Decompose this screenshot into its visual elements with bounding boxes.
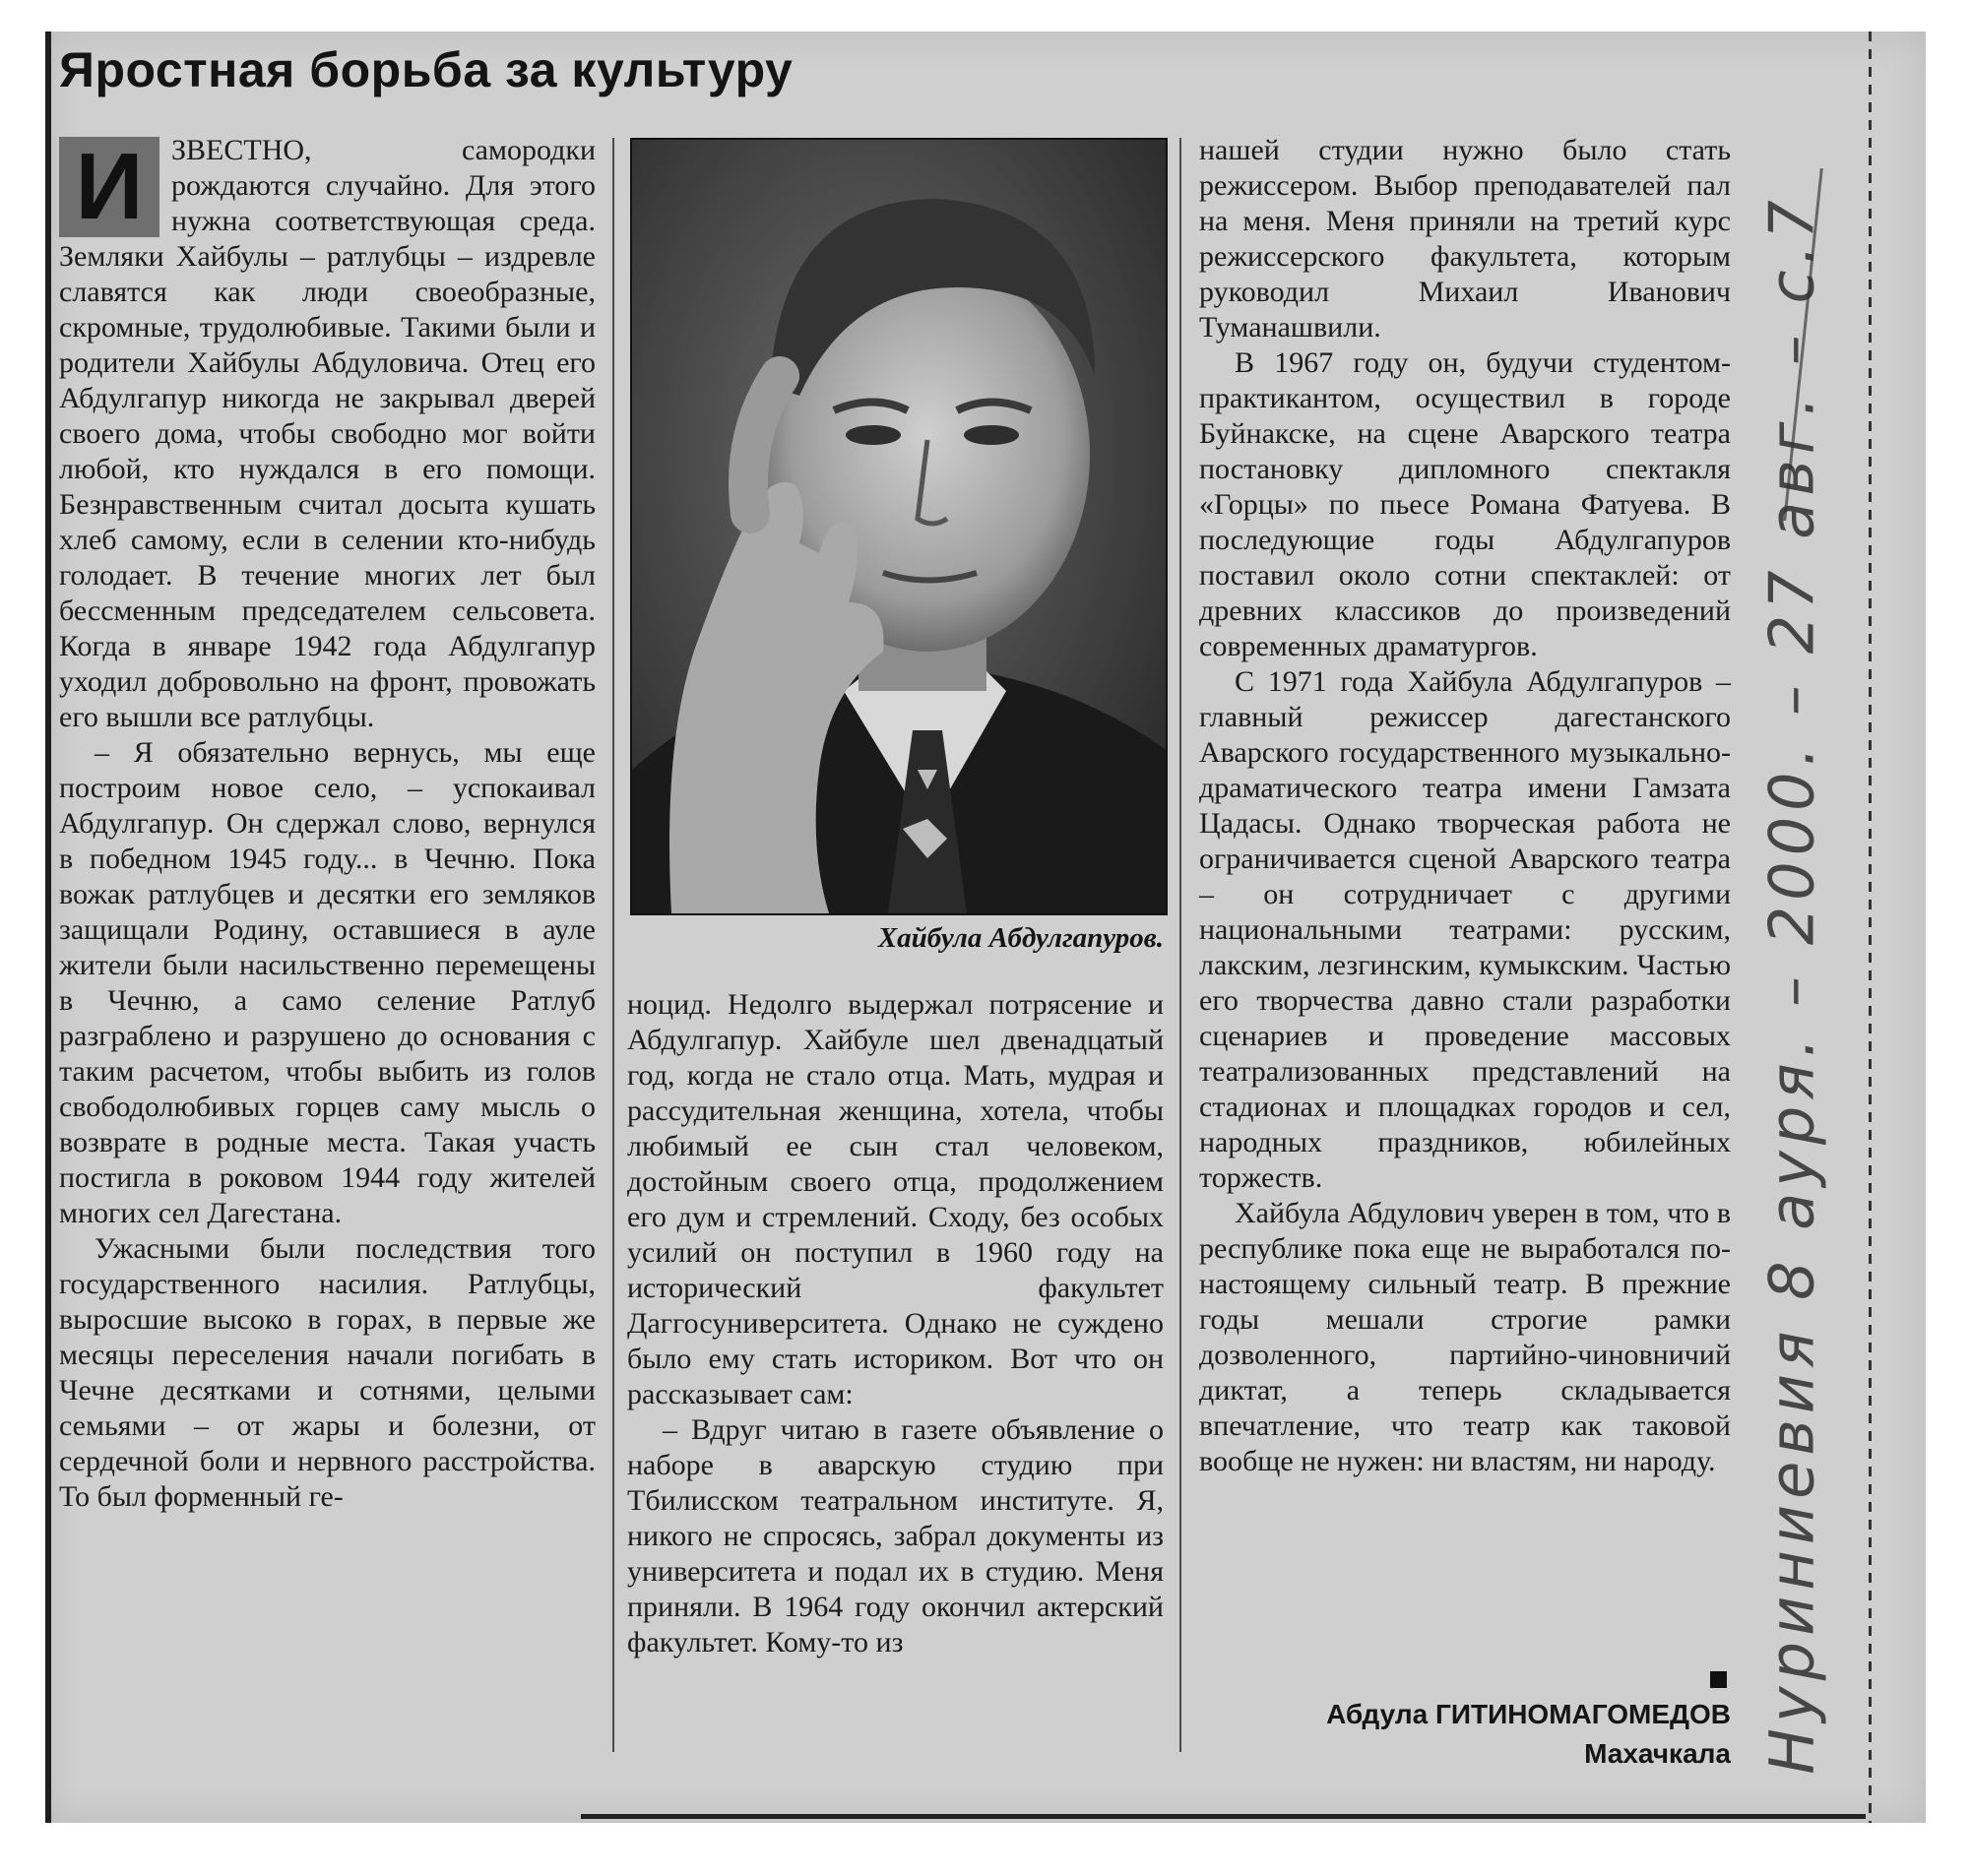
end-of-article-mark <box>1710 1671 1727 1688</box>
paragraph: Хайбула Абдулович уверен в том, что в республике пока еще не выработался по-настоящему сильный театр. В прежние годы мешали строгие рамки дозволенного, партийно-чиновничий диктат, а теперь складывается впечатление, что театр как таковой вообще не нужен: ни властям, ни народу. <box>1199 1197 1731 1477</box>
paragraph: – Вдруг читаю в газете объявление о наборе в аварскую студию при Тбилисском театральном институте. Я, никого не спросясь, забрал документы из университета и подал их в студию. Меня приняли. В 1964 году окончил актерский факультет. Кому-то из <box>627 1413 1164 1658</box>
portrait-photo <box>630 138 1168 915</box>
column-rule <box>612 138 614 1752</box>
author-name: Абдула ГИТИНОМАГОМЕДОВ <box>1326 1699 1731 1729</box>
paragraph: ЗВЕСТНО, самородки рождаются случайно. Для этого нужна соответствующая среда. Земляки Хайбулы – ратлубцы – издревле славятся как люди своеобразные, скромные, трудолюбивые. Такими были и родители Хайбулы Абдуловича. Отец его Абдулгапур никогда не закрывал дверей своего дома, чтобы свободно мог войти любой, кто нуждался в его помощи. Безнравственным считал досыта кушать хлеб самому, если в селении кто-нибудь голодает. В течение многих лет был бессменным председателем сельсовета. Когда в январе 1942 года Абдулгапур уходил добровольно на фронт, провожать его вышли все ратлубцы. <box>59 134 596 733</box>
article-column-2 <box>627 987 1164 1660</box>
paragraph: С 1971 года Хайбула Абдулгапуров – главный режиссер дагестанского Аварского государственного музыкально-драматического театра имени Гамзата Цадасы. Однако творческая работа не ограничивается сценой Аварского театра – он сотрудничает с другими национальными театрами: русским, лакским, лезгинским, кумыкским. Частью его творчества давно стали разработки сценариев и проведение массовых театрализованных представлений на стадионах и площадках городов и сел, народных праздников, юбилейных торжеств. <box>1199 665 1731 1194</box>
article-column-3 <box>1199 133 1731 1479</box>
paragraph: – Я обязательно вернусь, мы еще построим новое село, – успокаивал Абдулгапур. Он сдержал слово, вернулся в победном 1945 году... в Чечню. Пока вожак ратлубцев и десятки его земляков защищали Родину, оставшиеся в ауле жители были насильственно перемещены в Чечню, а само селение Ратлуб разграблено и разрушено до основания с таким расчетом, чтобы выбить из голов свободолюбивых горцев саму мысль о возврате в родные места. Такая участь постигла в роковом 1944 году жителей многих сел Дагестана. <box>59 736 596 1229</box>
portrait-illustration <box>632 140 1166 913</box>
photo-caption: Хайбула Абдулгапуров. <box>877 922 1164 954</box>
paragraph: нашей студии нужно было стать режиссером. Выбор преподавателей пал на меня. Меня приняли на третий курс режиссерского факультета, которым руководил Михаил Иванович Туманашвили. <box>1199 134 1731 344</box>
column-rule <box>1179 138 1181 1752</box>
bottom-rule <box>581 1814 1866 1819</box>
article-column-1 <box>59 133 596 1515</box>
author-city: Махачкала <box>1584 1738 1731 1769</box>
handwritten-source-note: Нуриниевия 8 ауря. – 2000. – 27 авг. – с.7 <box>1755 194 1828 1775</box>
clipping-right-edge <box>1869 31 1872 1823</box>
drop-cap: И <box>59 137 159 237</box>
paragraph: В 1967 году он, будучи студентом-практикантом, осуществил в городе Буйнакске, на сцене Аварского театра постановку дипломного спектакля «Горцы» по пьесе Романа Фатуева. В последующие годы Абдулгапуров поставил около сотни спектаклей: от древних классиков до произведений современных драматургов. <box>1199 346 1731 662</box>
paragraph: Ужасными были последствия того государственного насилия. Ратлубцы, выросшие высоко в горах, в первые же месяцы переселения начали погибать в Чечне десятками и сотнями, целыми семьями – от жары и болезни, от сердечной боли и нервного расстройства. То был форменный ге- <box>59 1232 596 1513</box>
author-signature <box>1199 1695 1731 1774</box>
article-headline: Яростная борьба за культуру <box>59 42 794 97</box>
paragraph: ноцид. Недолго выдержал потрясение и Абдулгапур. Хайбуле шел двенадцатый год, когда не стало отца. Мать, мудрая и рассудительная женщина, хотела, чтобы любимый ее сын стал человеком, достойным своего отца, продолжением его дум и стремлений. Сходу, без особых усилий он поступил в 1960 году на исторический факультет Даггосуниверситета. Однако не суждено было ему стать историком. Вот что он рассказывает сам: <box>627 988 1164 1410</box>
clipping-left-edge <box>45 31 51 1823</box>
